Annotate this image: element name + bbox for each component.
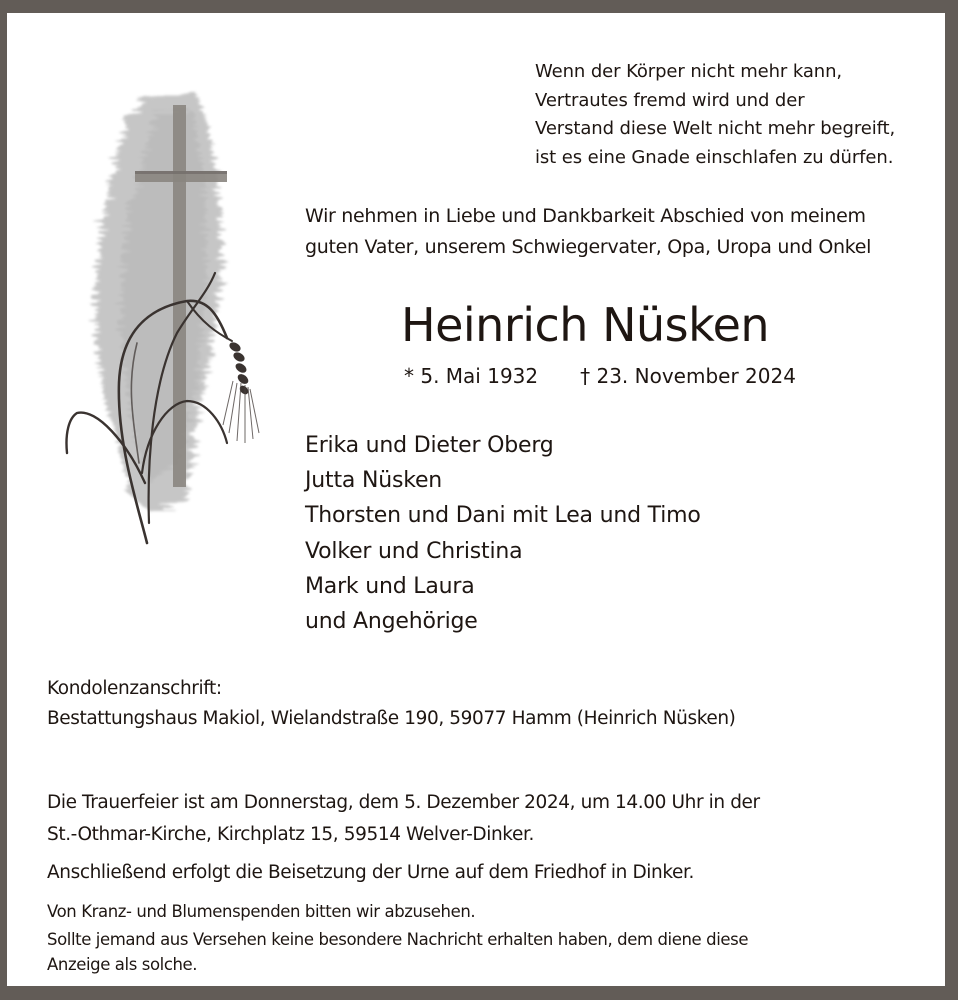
birth-date: * 5. Mai 1932 <box>404 364 539 388</box>
family-member: Thorsten und Dani mit Lea und Timo <box>305 503 701 529</box>
poem-verse <box>535 58 895 172</box>
cross-with-wheat-icon <box>57 83 287 553</box>
service-line: St.-Othmar-Kirche, Kirchplatz 15, 59514 Welver-Dinker. <box>47 824 534 845</box>
condolence-address <box>47 674 735 734</box>
condolence-label: Kondolenzanschrift: <box>47 678 222 699</box>
farewell-intro <box>305 201 871 263</box>
poem-line: ist es eine Gnade einschlafen zu dürfen. <box>535 146 894 168</box>
intro-line: guten Vater, unserem Schwiegervater, Opa, Uropa und Onkel <box>305 236 872 258</box>
service-line: Die Trauerfeier ist am Donnerstag, dem 5. Dezember 2024, um 14.00 Uhr in der <box>47 792 760 813</box>
family-member: Jutta Nüsken <box>305 468 443 494</box>
flowers-note: Von Kranz- und Blumenspenden bitten wir abzusehen. <box>47 902 476 921</box>
poem-line: Verstand diese Welt nicht mehr begreift, <box>535 118 896 139</box>
deceased-name: Heinrich Nüsken <box>401 298 770 352</box>
notice-line: Anzeige als solche. <box>47 955 198 974</box>
family-list <box>305 428 701 639</box>
family-member: Mark und Laura <box>305 573 475 599</box>
poem-line: Vertrautes fremd wird und der <box>535 89 805 111</box>
poem-line: Wenn der Körper nicht mehr kann, <box>535 61 843 82</box>
intro-line: Wir nehmen in Liebe und Dankbarkeit Abschied von meinem <box>305 205 866 227</box>
family-member: Erika und Dieter Oberg <box>305 433 554 458</box>
obituary-notice <box>7 13 945 986</box>
death-date: † 23. November 2024 <box>580 364 796 388</box>
condolence-address-text: Bestattungshaus Makiol, Wielandstraße 190, 59077 Hamm (Heinrich Nüsken) <box>47 708 736 729</box>
family-member: Volker und Christina <box>305 538 523 564</box>
funeral-service-info <box>47 787 760 851</box>
notice-line: Sollte jemand aus Versehen keine besondere Nachricht erhalten haben, dem diene diese <box>47 930 749 949</box>
family-member: und Angehörige <box>305 609 478 635</box>
burial-info: Anschließend erfolgt die Beisetzung der Urne auf dem Friedhof in Dinker. <box>47 862 695 883</box>
life-dates <box>404 361 796 391</box>
closing-notes <box>47 899 748 977</box>
